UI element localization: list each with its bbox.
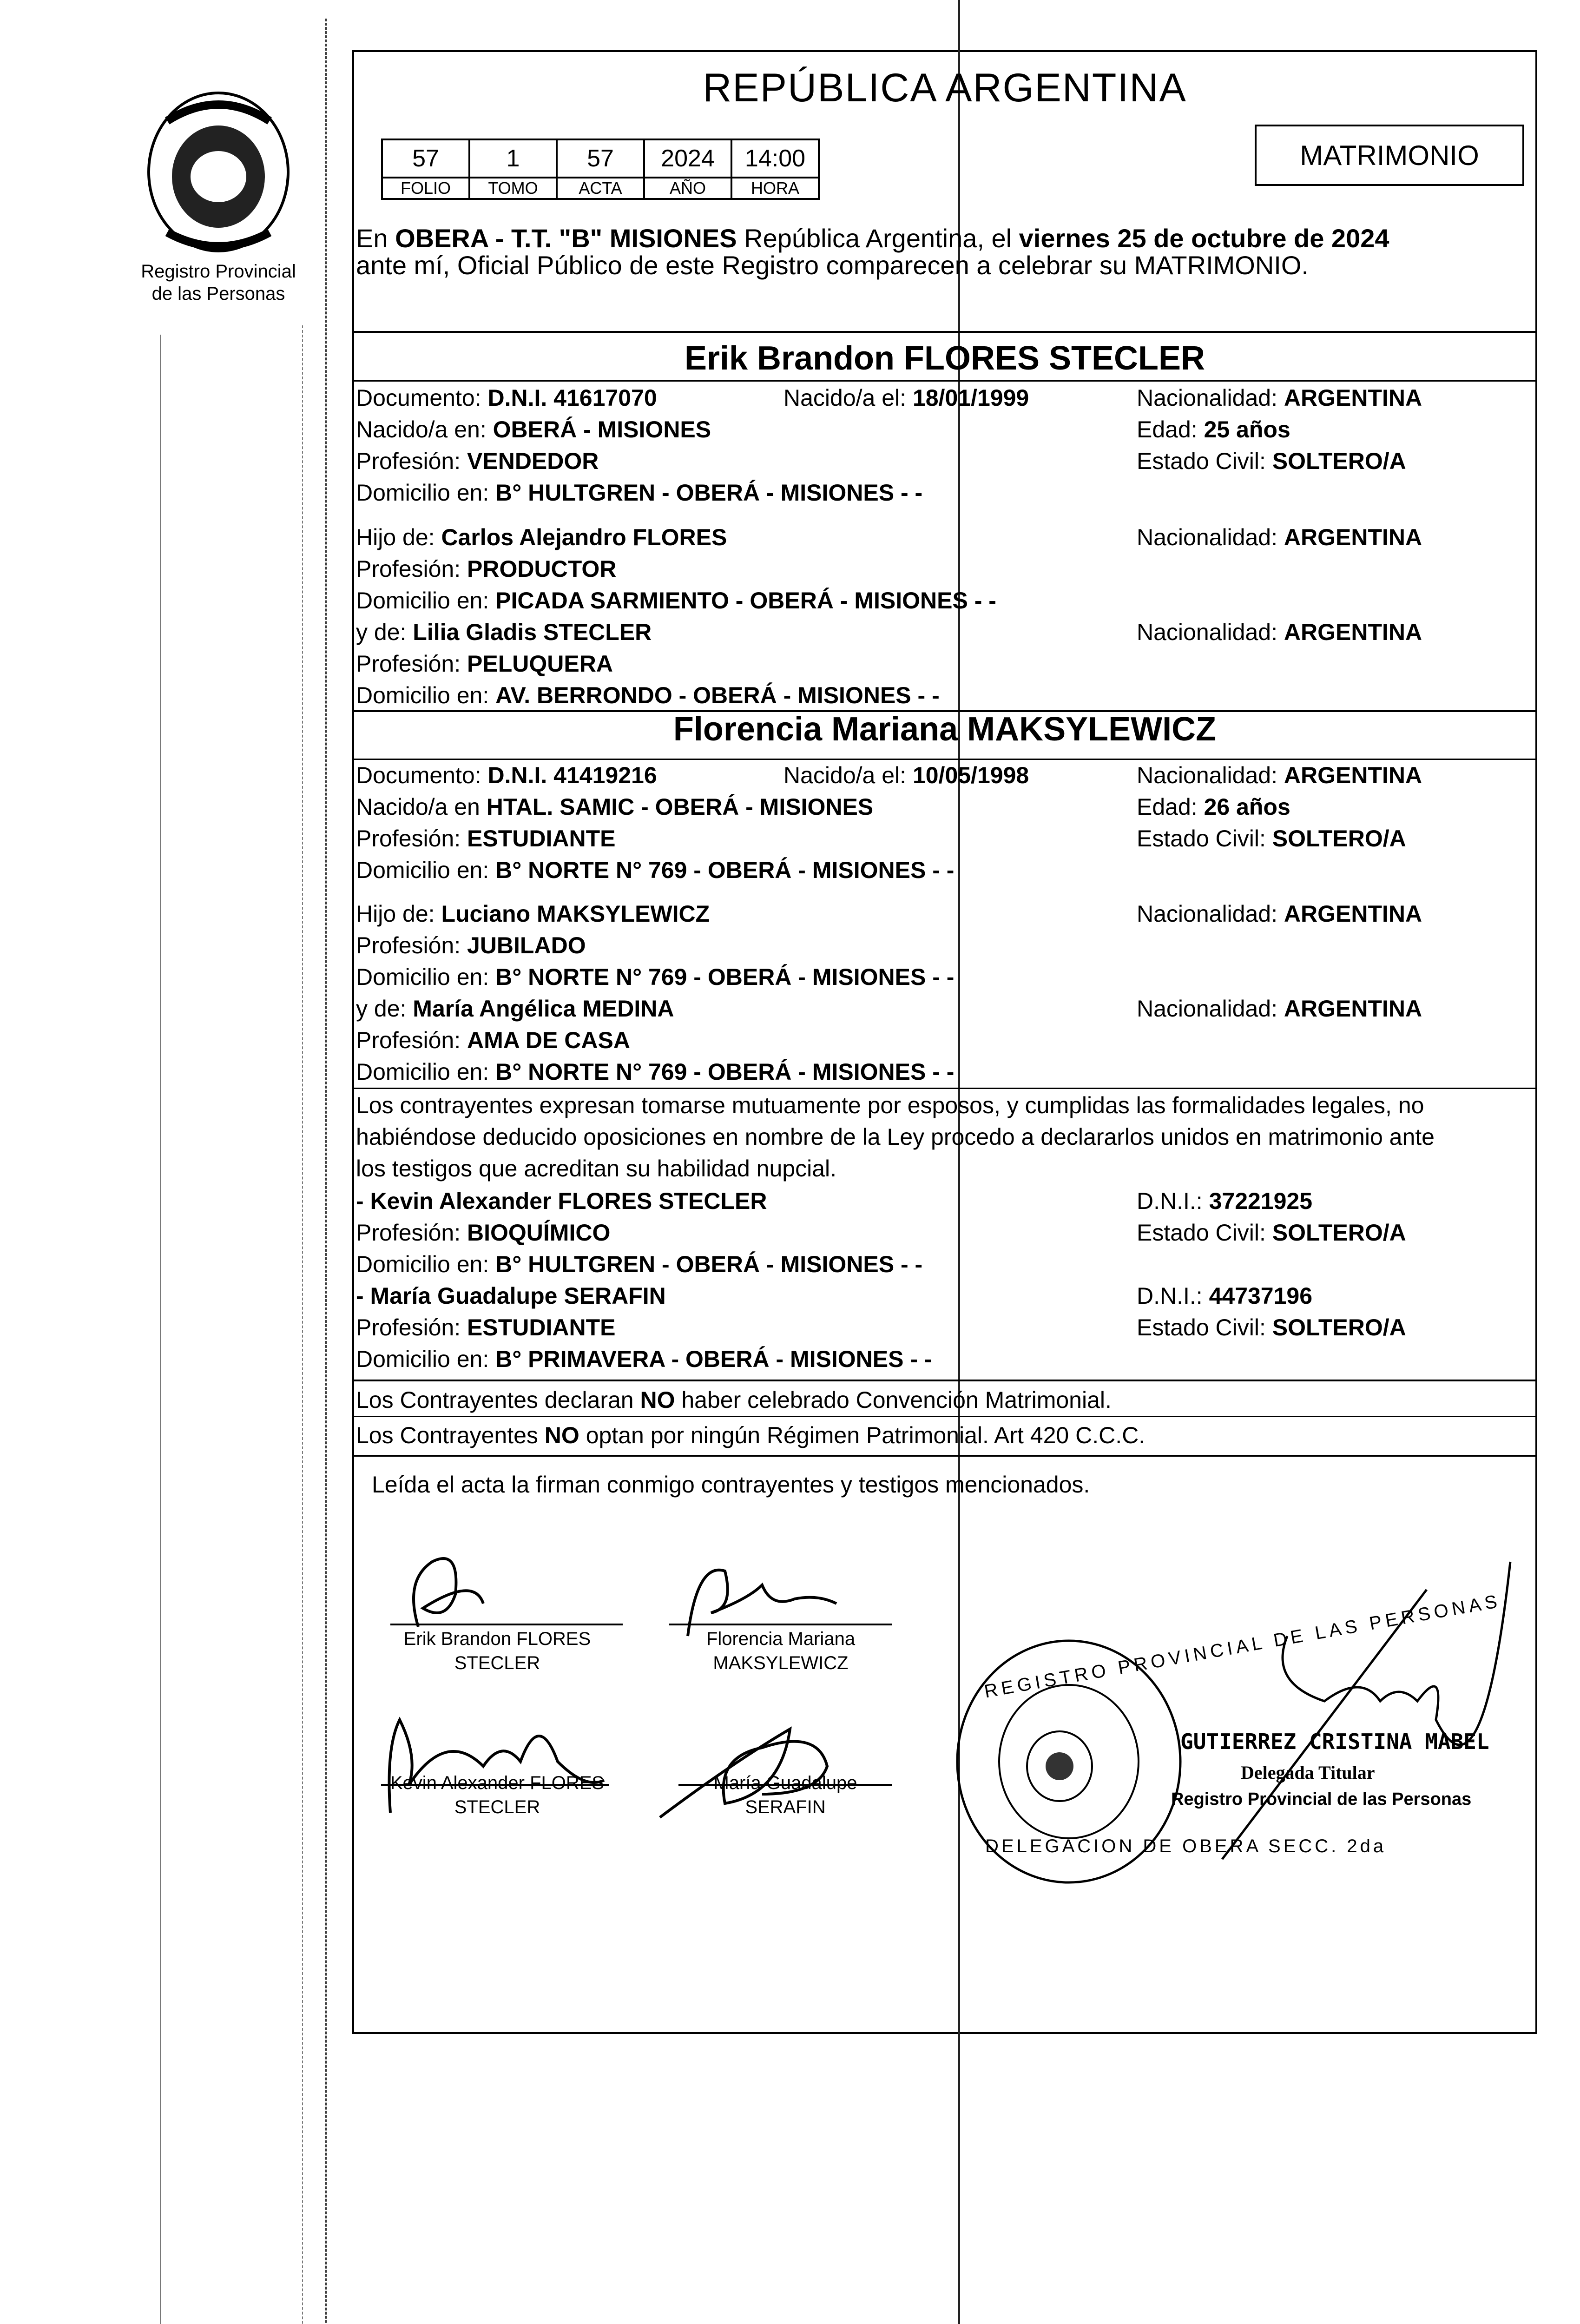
declaration-line-2: habiéndose deducido oposiciones en nombre de la Ley procedo a declararlos unidos en matrimonio ante (356, 1124, 1435, 1150)
province-logo (139, 84, 297, 260)
groom-birthdate: Nacido/a el: 18/01/1999 (783, 385, 1029, 411)
tomo-value: 1 (469, 139, 557, 178)
witness-1-dni: D.N.I.: 37221925 (1137, 1188, 1313, 1214)
acta-label: ACTA (557, 178, 644, 199)
groom-mother: y de: Lilia Gladis STECLER (356, 619, 652, 645)
witness-2-name: - María Guadalupe SERAFIN (356, 1283, 666, 1309)
margin-guide-line (160, 335, 161, 2324)
witness-1-signature-caption: Kevin Alexander FLORES STECLER (390, 1773, 605, 1817)
anio-value: 2024 (644, 139, 731, 178)
groom-mother-profession: Profesión: PELUQUERA (356, 651, 613, 677)
groom-signature-caption: Erik Brandon FLORES STECLER (403, 1629, 591, 1673)
bride-name: Florencia Mariana MAKSYLEWICZ (673, 711, 1217, 748)
bride-father-profession: Profesión: JUBILADO (356, 932, 586, 958)
official-signature (1185, 1534, 1520, 1859)
official-role: Delegada Titular (1241, 1762, 1375, 1783)
bride-address: Domicilio en: B° NORTE N° 769 - OBERÁ - MISIONES - - (356, 857, 955, 883)
hora-label: HORA (731, 178, 819, 199)
witness-1-civil-status: Estado Civil: SOLTERO/A (1137, 1220, 1406, 1246)
groom-age: Edad: 25 años (1137, 416, 1290, 442)
bride-father-nationality: Nacionalidad: ARGENTINA (1137, 901, 1422, 927)
country-title: REPÚBLICA ARGENTINA (703, 66, 1187, 110)
bride-document: Documento: D.N.I. 41419216 (356, 762, 657, 788)
seal-ring-text: REGISTRO PROVINCIAL DE LAS PERSONAS (982, 1591, 1502, 1702)
bride-mother: y de: María Angélica MEDINA (356, 996, 674, 1022)
groom-father-profession: Profesión: PRODUCTOR (356, 556, 617, 582)
groom-birthplace: Nacido/a en: OBERÁ - MISIONES (356, 416, 711, 442)
official-name: GUTIERREZ CRISTINA MABEL (1180, 1729, 1489, 1754)
hora-value: 14:00 (731, 139, 819, 178)
witness-1-name: - Kevin Alexander FLORES STECLER (356, 1188, 767, 1214)
groom-mother-address: Domicilio en: AV. BERRONDO - OBERÁ - MISIONES - - (356, 682, 940, 708)
groom-mother-nationality: Nacionalidad: ARGENTINA (1137, 619, 1422, 645)
record-fields-table (381, 139, 820, 200)
registry-caption: Registro Provincial de las Personas (141, 261, 296, 304)
declaration-line-3: los testigos que acreditan su habilidad nupcial. (356, 1155, 837, 1182)
convention-statement: Los Contrayentes declaran NO haber celebrado Convención Matrimonial. (356, 1387, 1112, 1413)
divider (352, 331, 1537, 333)
groom-civil-status: Estado Civil: SOLTERO/A (1137, 448, 1406, 474)
bride-age: Edad: 26 años (1137, 794, 1290, 820)
groom-father-address: Domicilio en: PICADA SARMIENTO - OBERÁ - MISIONES - - (356, 588, 996, 614)
witness-2-address: Domicilio en: B° PRIMAVERA - OBERÁ - MISIONES - - (356, 1346, 932, 1372)
coat-of-arms-icon (139, 84, 297, 260)
groom-name: Erik Brandon FLORES STECLER (684, 340, 1205, 377)
tomo-label: TOMO (469, 178, 557, 199)
bride-father-address: Domicilio en: B° NORTE N° 769 - OBERÁ - MISIONES - - (356, 964, 955, 990)
declaration-line-1: Los contrayentes expresan tomarse mutuamente por esposos, y cumplidas las formalidades legales, no (356, 1092, 1424, 1118)
bride-mother-profession: Profesión: AMA DE CASA (356, 1027, 630, 1053)
divider (352, 1088, 1537, 1089)
groom-father-nationality: Nacionalidad: ARGENTINA (1137, 524, 1422, 550)
divider (352, 1416, 1537, 1417)
record-type-box: MATRIMONIO (1255, 125, 1524, 186)
witness-2-profession: Profesión: ESTUDIANTE (356, 1314, 616, 1340)
intro-line-1: En OBERA - T.T. "B" MISIONES República Argentina, el viernes 25 de octubre de 2024 (356, 224, 1389, 253)
witness-2-civil-status: Estado Civil: SOLTERO/A (1137, 1314, 1406, 1340)
groom-father: Hijo de: Carlos Alejandro FLORES (356, 524, 727, 550)
closing-statement: Leída el acta la firman conmigo contrayentes y testigos mencionados. (372, 1472, 1090, 1498)
bride-nationality: Nacionalidad: ARGENTINA (1137, 762, 1422, 788)
witness-1-address: Domicilio en: B° HULTGREN - OBERÁ - MISIONES - - (356, 1251, 923, 1277)
bride-father: Hijo de: Luciano MAKSYLEWICZ (356, 901, 710, 927)
bride-birthplace: Nacido/a en HTAL. SAMIC - OBERÁ - MISIONES (356, 794, 874, 820)
official-organization: Registro Provincial de las Personas (1171, 1789, 1472, 1809)
bride-signature-caption: Florencia Mariana MAKSYLEWICZ (706, 1629, 856, 1673)
intro-line-2: ante mí, Oficial Público de este Registro comparecen a celebrar su MATRIMONIO. (356, 251, 1309, 280)
groom-address: Domicilio en: B° HULTGREN - OBERÁ - MISIONES - - (356, 480, 923, 506)
bride-profession: Profesión: ESTUDIANTE (356, 825, 616, 852)
divider (352, 380, 1537, 382)
margin-guide-line (302, 325, 303, 2324)
groom-document: Documento: D.N.I. 41617070 (356, 385, 657, 411)
divider (352, 1455, 1537, 1457)
groom-signature (362, 1543, 641, 1636)
bride-mother-nationality: Nacionalidad: ARGENTINA (1137, 996, 1422, 1022)
bride-signature (641, 1543, 920, 1636)
acta-value: 57 (557, 139, 644, 178)
groom-profession: Profesión: VENDEDOR (356, 448, 599, 474)
regime-statement: Los Contrayentes NO optan por ningún Régimen Patrimonial. Art 420 C.C.C. (356, 1422, 1146, 1448)
bride-mother-address: Domicilio en: B° NORTE N° 769 - OBERÁ - MISIONES - - (356, 1059, 955, 1085)
witness-2-signature-caption: María Guadalupe SERAFIN (713, 1773, 857, 1817)
anio-label: AÑO (644, 178, 731, 199)
witness-1-profession: Profesión: BIOQUÍMICO (356, 1220, 611, 1246)
divider (352, 1380, 1537, 1381)
folio-label: FOLIO (382, 178, 469, 199)
bride-birthdate: Nacido/a el: 10/05/1998 (783, 762, 1029, 788)
witness-2-dni: D.N.I.: 44737196 (1137, 1283, 1313, 1309)
bride-civil-status: Estado Civil: SOLTERO/A (1137, 825, 1406, 852)
seal-inner-text: DELEGACION DE OBERA SECC. 2da (985, 1836, 1387, 1856)
margin-guide-line (325, 19, 327, 2324)
folio-value: 57 (382, 139, 469, 178)
groom-nationality: Nacionalidad: ARGENTINA (1137, 385, 1422, 411)
